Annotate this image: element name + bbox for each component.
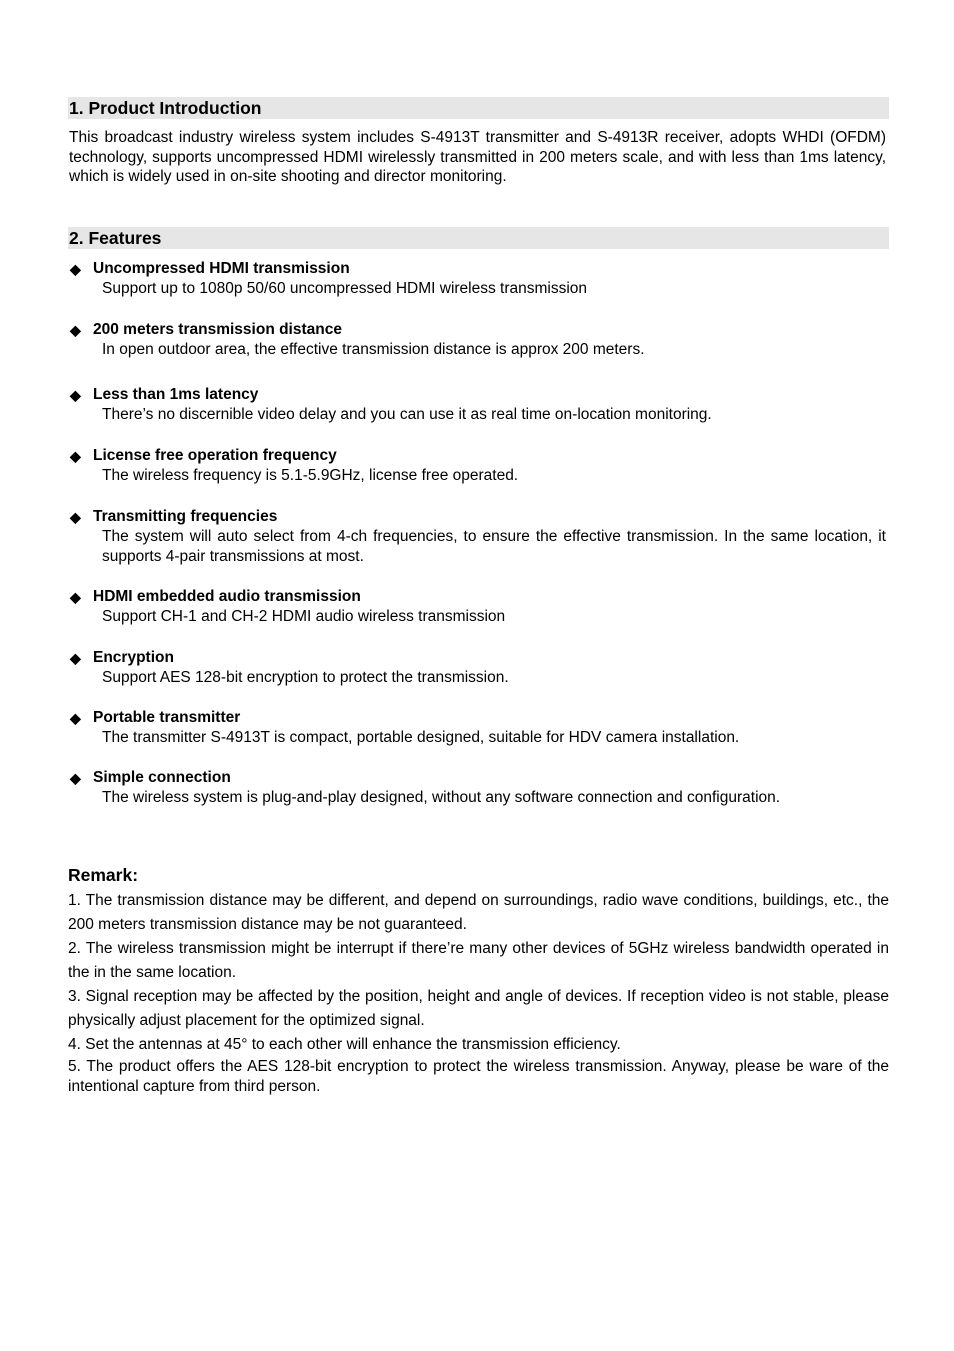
feature-item	[68, 259, 889, 299]
feature-title: HDMI embedded audio transmission	[93, 587, 361, 605]
diamond-bullet-icon: ◆	[70, 769, 81, 786]
diamond-bullet-icon: ◆	[70, 321, 81, 338]
feature-description: There’s no discernible video delay and you can use it as real time on-location monitoring.	[102, 405, 712, 423]
feature-title: Transmitting frequencies	[93, 507, 278, 525]
product-introduction-heading: 1. Product Introduction	[68, 97, 889, 119]
diamond-bullet-icon: ◆	[70, 649, 81, 666]
feature-title: License free operation frequency	[93, 446, 337, 464]
remark-item: 2. The wireless transmission might be interrupt if there’re many other devices of 5GHz wireless bandwidth operated in the in the same location.	[68, 940, 889, 981]
feature-item	[68, 320, 889, 360]
feature-title: Uncompressed HDMI transmission	[93, 259, 350, 277]
feature-description: The wireless system is plug-and-play designed, without any software connection and configuration.	[102, 788, 781, 806]
remark-item: 3. Signal reception may be affected by the position, height and angle of devices. If reception video is not stable, please physically adjust placement for the optimized signal.	[68, 988, 889, 1029]
remark-item: 5. The product offers the AES 128-bit encryption to protect the wireless transmission. Anyway, please be ware of the intentional capture from third person.	[68, 1058, 889, 1095]
feature-item	[68, 708, 889, 748]
features-list	[68, 259, 889, 808]
remark-title: Remark:	[68, 865, 139, 885]
diamond-bullet-icon: ◆	[70, 508, 81, 525]
features-heading: 2. Features	[68, 227, 889, 249]
feature-description: Support up to 1080p 50/60 uncompressed HDMI wireless transmission	[102, 279, 588, 297]
feature-description: The transmitter S-4913T is compact, portable designed, suitable for HDV camera installation.	[102, 728, 740, 746]
feature-title: Portable transmitter	[93, 708, 241, 726]
feature-title: Less than 1ms latency	[93, 385, 259, 403]
remark-item: 1. The transmission distance may be different, and depend on surroundings, radio wave conditions, buildings, etc., the 200 meters transmission distance may be not guaranteed.	[68, 892, 889, 933]
diamond-bullet-icon: ◆	[70, 260, 81, 277]
feature-item	[68, 648, 889, 688]
feature-item	[68, 385, 889, 425]
diamond-bullet-icon: ◆	[70, 588, 81, 605]
feature-title: Encryption	[93, 648, 174, 666]
diamond-bullet-icon: ◆	[70, 386, 81, 403]
feature-description: Support CH-1 and CH-2 HDMI audio wireless transmission	[102, 607, 506, 625]
feature-item	[68, 587, 889, 627]
feature-description: In open outdoor area, the effective transmission distance is approx 200 meters.	[102, 340, 645, 358]
remark-item: 4. Set the antennas at 45° to each other will enhance the transmission efficiency.	[68, 1036, 621, 1053]
product-introduction-text: This broadcast industry wireless system includes S-4913T transmitter and S-4913R receiver, adopts WHDI (OFDM) technology, supports uncompressed HDMI wirelessly transmitted in 200 meters scale, and with less than 1ms latency, which is widely used in on-site shooting and director monitoring.	[69, 129, 886, 185]
feature-description: Support AES 128-bit encryption to protect the transmission.	[102, 668, 509, 686]
remark-list	[68, 889, 889, 1096]
document-page	[68, 97, 889, 1095]
diamond-bullet-icon: ◆	[70, 709, 81, 726]
feature-item	[68, 768, 889, 808]
diamond-bullet-icon: ◆	[70, 447, 81, 464]
feature-title: 200 meters transmission distance	[93, 320, 342, 338]
feature-description: The system will auto select from 4-ch frequencies, to ensure the effective transmission. In the same location, it supports 4-pair transmissions at most.	[102, 527, 886, 565]
feature-item	[68, 507, 889, 567]
feature-description: The wireless frequency is 5.1-5.9GHz, license free operated.	[102, 466, 519, 484]
feature-title: Simple connection	[93, 768, 231, 786]
feature-item	[68, 446, 889, 486]
